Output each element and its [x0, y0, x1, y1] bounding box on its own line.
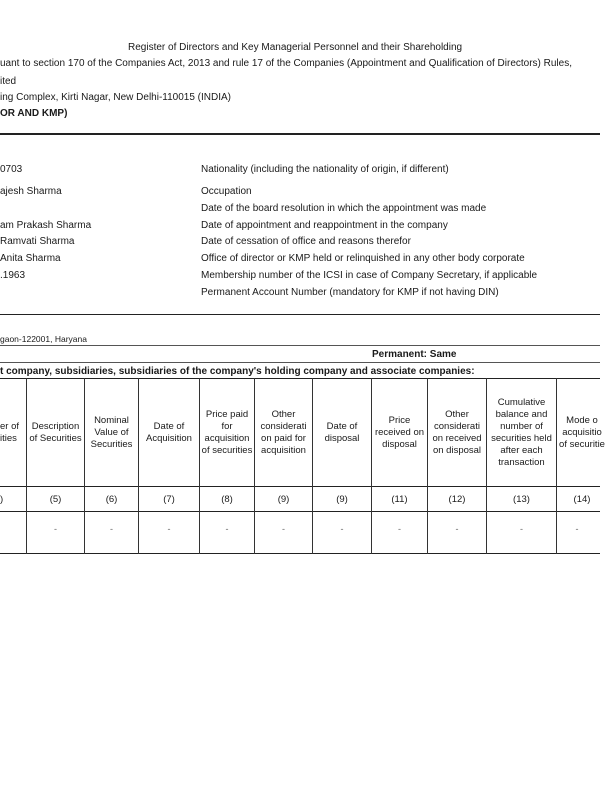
col-header-number: er of ities	[0, 420, 20, 444]
table-cell: -	[398, 524, 401, 534]
register-title: Register of Directors and Key Managerial Personnel and their Shareholding	[128, 42, 463, 53]
table-cell: -	[225, 524, 229, 534]
detail-mother-name: Ramvati Sharma	[0, 236, 75, 247]
table-cell: -	[575, 524, 579, 534]
table-cell: -	[455, 524, 459, 534]
field-nationality: Nationality (including the nationality of origin, if different)	[201, 164, 449, 175]
company-name: ited	[0, 76, 17, 87]
table-cell: -	[167, 524, 171, 534]
detail-dob: .1963	[0, 270, 26, 281]
field-icsi-membership: Membership number of the ICSI in case of Company Secretary, if applicable	[201, 270, 538, 281]
company-address: ing Complex, Kirti Nagar, New Delhi-110015 (INDIA)	[0, 92, 232, 103]
col-header-acquisition-date: Date of Acquisition	[146, 420, 192, 444]
field-appointment-date: Date of appointment and reappointment in the company	[201, 220, 448, 231]
col-number: (13)	[513, 494, 530, 505]
col-header-nominal-value: Nominal Value of Securities	[90, 414, 133, 450]
detail-name: ajesh Sharma	[0, 186, 62, 197]
field-other-office: Office of director or KMP held or relinquished in any other body corporate	[201, 253, 525, 264]
table-cell: -	[54, 524, 57, 534]
permanent-address: Permanent: Same	[372, 349, 457, 360]
address-divider	[0, 345, 600, 346]
col-number: )	[0, 494, 4, 505]
table-bottom-border	[0, 553, 600, 554]
field-board-resolution-date: Date of the board resolution in which the appointment was made	[201, 203, 487, 214]
col-number: (9)	[277, 494, 290, 505]
table-cell: -	[282, 524, 285, 534]
header-divider	[0, 133, 600, 135]
col-number: (7)	[163, 494, 175, 505]
details-divider	[0, 314, 600, 315]
col-number: (11)	[391, 494, 408, 505]
col-header-other-consideration-paid: Other considerati on paid for acquisition	[260, 408, 307, 456]
col-header-cumulative-balance: Cumulative balance and number of securities held after each transaction	[491, 396, 552, 468]
table-cell: -	[340, 524, 344, 534]
col-number: (5)	[49, 494, 62, 505]
col-number: (12)	[448, 494, 466, 505]
col-number: (8)	[221, 494, 233, 505]
present-address: gaon-122001, Haryana	[0, 334, 87, 344]
col-header-price-received: Price received on disposal	[374, 414, 425, 450]
col-number: (6)	[105, 494, 118, 505]
detail-din: 0703	[0, 164, 23, 175]
col-header-mode-of-acquisition: Mode o acquisitio of securitie	[559, 414, 605, 450]
col-header-description: Description of Securities	[29, 420, 82, 444]
register-subtitle: uant to section 170 of the Companies Act, 2013 and rule 17 of the Companies (Appointment and Qualification of Directors) Rules,	[0, 58, 572, 69]
table-cell: -	[520, 524, 523, 534]
table-header-border	[0, 486, 600, 487]
table-cell: -	[110, 524, 113, 534]
table-caption: t company, subsidiaries, subsidiaries of the company's holding company and associate companies:	[0, 366, 475, 377]
field-cessation-date: Date of cessation of office and reasons therefor	[201, 236, 411, 247]
col-header-other-consideration-received: Other considerati on received on disposal	[432, 408, 482, 456]
col-number: (14)	[573, 494, 591, 505]
section-label: OR AND KMP)	[0, 108, 68, 119]
detail-spouse-name: Anita Sharma	[0, 253, 61, 264]
col-header-disposal-date: Date of disposal	[324, 420, 360, 444]
field-occupation: Occupation	[201, 186, 252, 197]
table-number-border	[0, 511, 600, 512]
col-header-price-paid: Price paid for acquisition of securities	[201, 408, 253, 456]
col-number: (9)	[336, 494, 348, 505]
detail-father-name: am Prakash Sharma	[0, 220, 92, 231]
permanent-divider	[0, 362, 600, 363]
field-pan: Permanent Account Number (mandatory for KMP if not having DIN)	[201, 287, 499, 298]
